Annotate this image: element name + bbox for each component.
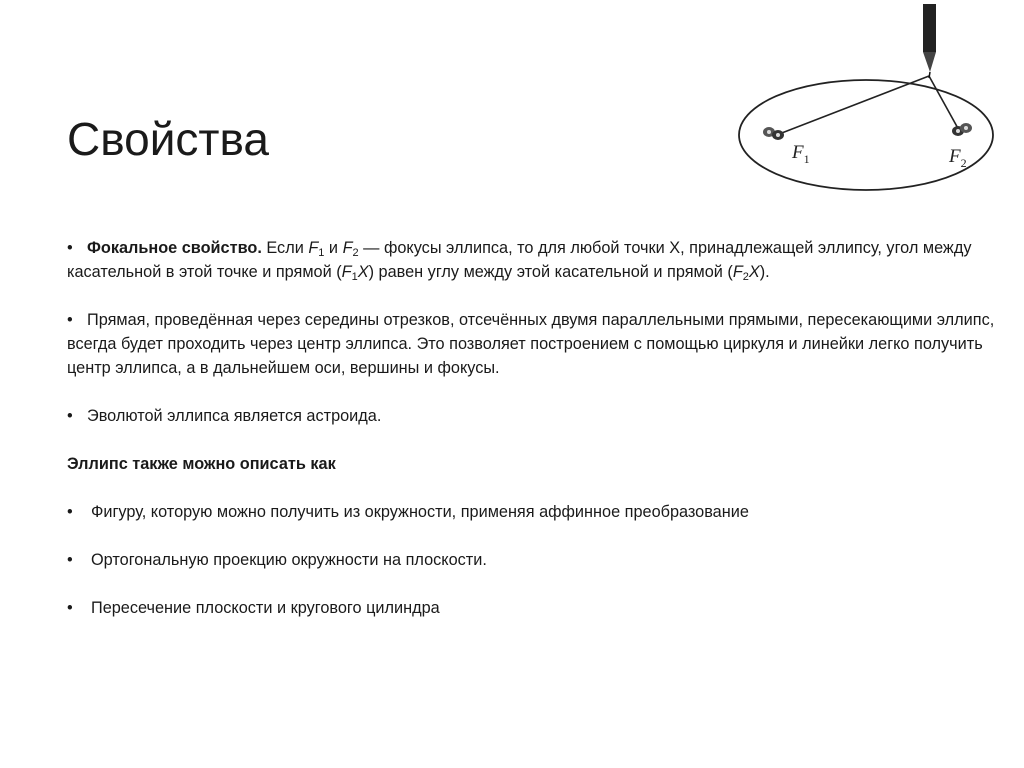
f1-symbol: F: [308, 239, 319, 257]
evolute-property-item: [67, 404, 1002, 428]
subscript: 2: [352, 247, 359, 259]
slide-title: Свойства: [67, 113, 269, 165]
x-symbol: X: [748, 263, 760, 281]
focal-property-item: [67, 236, 1002, 284]
ellipse-pencil-figure: [736, 0, 1000, 200]
chords-property-item: [67, 308, 1002, 380]
subscript: 2: [742, 271, 749, 283]
text-run: ).: [759, 263, 770, 281]
f2-label: $F_2$: [949, 146, 967, 170]
bullet: •: [67, 311, 73, 329]
subscript: 1: [318, 247, 325, 259]
description-item: [67, 596, 1002, 620]
f2-symbol: F: [342, 239, 353, 257]
description-text: Пересечение плоскости и кругового цилиндра: [91, 599, 440, 617]
string-f1: [774, 76, 929, 136]
f1x-symbol: F: [341, 263, 352, 281]
descriptions-subheading: Эллипс также можно описать как: [67, 455, 336, 473]
x-symbol: X: [357, 263, 369, 281]
slide-body: [67, 236, 1002, 644]
evolute-property-text: Эволютой эллипса является астроида.: [87, 407, 382, 425]
bullet: •: [67, 503, 73, 521]
chords-property-text: Прямая, проведённая через середины отрезков, отсечённых двумя параллельными прямыми, пересекающими эллипс, всегда будет проходить через центр эллипса. Это позволяет построением с помощью циркуля и линейки легко получить центр эллипса, а в дальнейшем оси, вершины и фокусы.: [67, 311, 995, 377]
focal-property-label: Фокальное свойство.: [87, 239, 262, 257]
pin-f1-icon: [763, 127, 784, 140]
bullet: •: [67, 239, 73, 257]
description-item: [67, 500, 1002, 524]
f2x-symbol: F: [732, 263, 743, 281]
bullet: •: [67, 599, 73, 617]
string-f2: [929, 76, 960, 132]
subscript: 1: [351, 271, 358, 283]
description-text: Ортогональную проекцию окружности на плоскости.: [91, 551, 487, 569]
f1-label: $F_1$: [792, 142, 810, 166]
text-run: — фокусы эллипса, то для любой точки X, принадлежащей эллипсу, угол между касательной в этой точке и прямой (: [67, 239, 972, 281]
bullet: •: [67, 551, 73, 569]
description-item: [67, 548, 1002, 572]
pencil-icon: [923, 4, 936, 78]
bullet: •: [67, 407, 73, 425]
text-run: Если: [261, 239, 309, 257]
text-run: и: [324, 239, 343, 257]
pin-f2-icon: [952, 123, 972, 136]
description-text: Фигуру, которую можно получить из окружности, применяя аффинное преобразование: [91, 503, 749, 521]
text-run: ) равен углу между этой касательной и прямой (: [368, 263, 733, 281]
